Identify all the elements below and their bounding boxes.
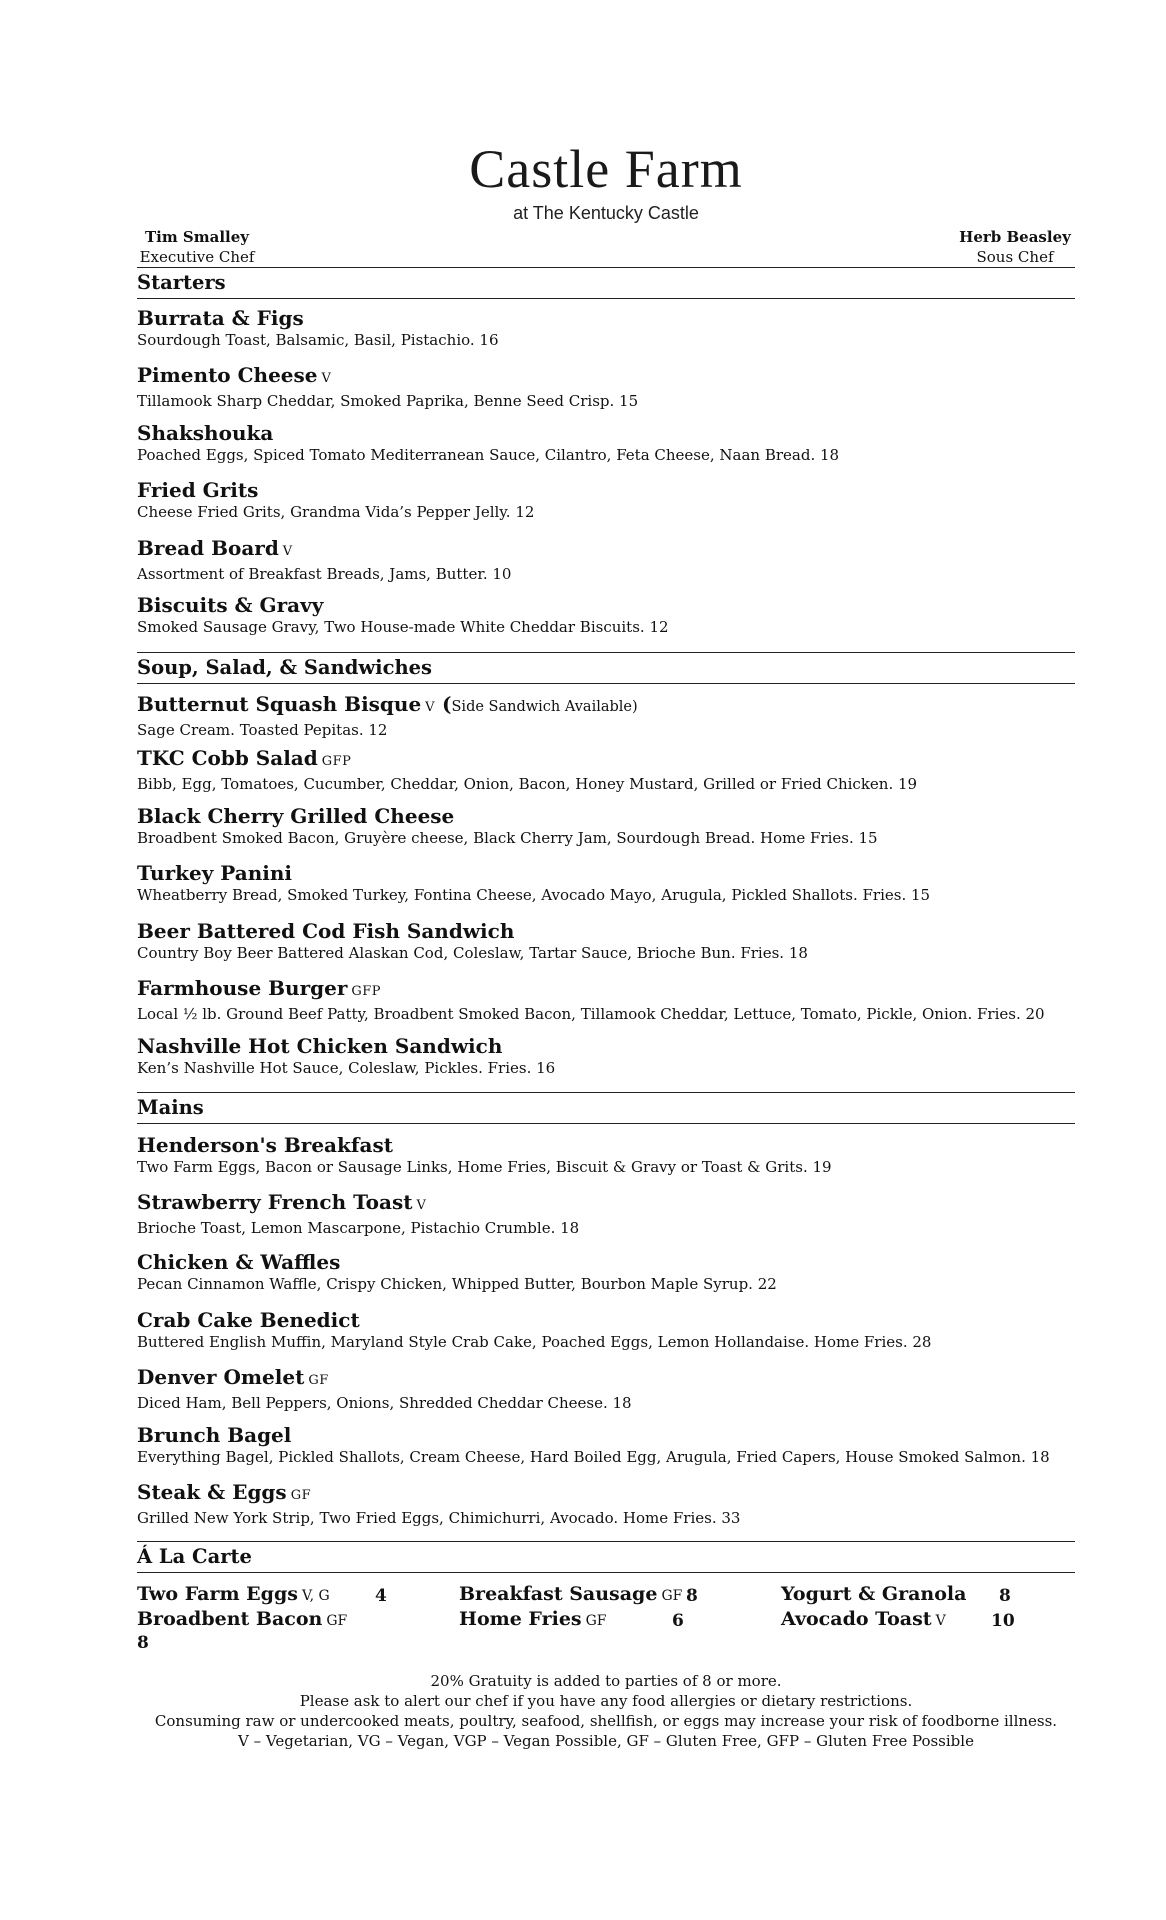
section-title: Starters [137,271,226,294]
item-name: Bread Board [137,536,279,560]
item-description: Cheese Fried Grits, Grandma Vida’s Pepper Jelly. 12 [137,503,535,521]
item-description: Everything Bagel, Pickled Shallots, Cream Cheese, Hard Boiled Egg, Arugula, Fried Capers, House Smoked Salmon. 18 [137,1448,1050,1466]
item-name: Black Cherry Grilled Cheese [137,804,455,828]
menu-item [137,1365,1075,1413]
footer-notes [137,1671,1075,1751]
allergy-note: Please ask to alert our chef if you have any food allergies or dietary restrictions. [299,1692,913,1710]
item-description: Bibb, Egg, Tomatoes, Cucumber, Cheddar, Onion, Bacon, Honey Mustard, Grilled or Fried Chicken. 19 [137,775,918,793]
menu-item [137,692,1075,740]
menu-item [137,746,1075,794]
item-note: Side Sandwich Available) [451,699,638,715]
item-name: Breakfast Sausage [459,1583,658,1605]
restaurant-subtitle: at The Kentucky Castle [513,203,699,223]
alacarte-item [459,1583,682,1605]
item-description: Wheatberry Bread, Smoked Turkey, Fontina Cheese, Avocado Mayo, Arugula, Pickled Shallots. Fries. 15 [137,886,931,904]
item-description: Tillamook Sharp Cheddar, Smoked Paprika, Benne Seed Crisp. 15 [137,392,639,410]
item-name: Shakshouka [137,421,274,445]
item-description: Pecan Cinnamon Waffle, Crispy Chicken, Whipped Butter, Bourbon Maple Syrup. 22 [137,1275,777,1293]
item-name: Henderson's Breakfast [137,1133,393,1157]
section-heading-starters [137,267,1075,299]
item-name: Beer Battered Cod Fish Sandwich [137,919,515,943]
dietary-tag: V [416,1198,427,1213]
item-name: Nashville Hot Chicken Sandwich [137,1034,503,1058]
item-price: 10 [991,1611,1015,1631]
item-name: Crab Cake Benedict [137,1308,360,1332]
item-description: Broadbent Smoked Bacon, Gruyère cheese, Black Cherry Jam, Sourdough Bread. Home Fries. 15 [137,829,878,847]
item-name: Farmhouse Burger [137,976,348,1000]
dietary-tag: V [935,1613,946,1629]
chef-role: Sous Chef [976,248,1054,266]
dietary-legend: V – Vegetarian, VG – Vegan, VGP – Vegan Possible, GF – Gluten Free, GFP – Gluten Free Possible [238,1732,974,1750]
item-description: Ken’s Nashville Hot Sauce, Coleslaw, Pickles. Fries. 16 [137,1059,556,1077]
chef-name: Herb Beasley [959,228,1071,246]
menu-item [137,1250,1075,1294]
item-description: Buttered English Muffin, Maryland Style Crab Cake, Poached Eggs, Lemon Hollandaise. Home Fries. 28 [137,1333,932,1351]
gratuity-note: 20% Gratuity is added to parties of 8 or more. [430,1672,782,1690]
menu-item [137,306,1075,350]
item-price: 8 [137,1633,149,1653]
item-name: Chicken & Waffles [137,1250,341,1274]
section-heading-a-la-carte [137,1541,1075,1573]
menu-item [137,593,1075,637]
item-name: Yogurt & Granola [781,1583,967,1605]
item-name: Turkey Panini [137,861,293,885]
dietary-tag: GFP [321,754,352,769]
alacarte-item [459,1608,607,1630]
item-price: 6 [672,1611,684,1631]
alacarte-item [781,1608,946,1630]
item-description: Diced Ham, Bell Peppers, Onions, Shredded Cheddar Cheese. 18 [137,1394,632,1412]
dietary-tag: GF [585,1613,607,1629]
dietary-tag: GF [308,1373,329,1388]
item-description: Smoked Sausage Gravy, Two House-made White Cheddar Biscuits. 12 [137,618,669,636]
dietary-tag: V [282,544,293,559]
item-name: Two Farm Eggs [137,1583,298,1605]
item-description: Country Boy Beer Battered Alaskan Cod, Coleslaw, Tartar Sauce, Brioche Bun. Fries. 18 [137,944,808,962]
menu-item [137,478,1075,522]
item-name: Burrata & Figs [137,306,304,330]
menu-item [137,1308,1075,1352]
section-title: Soup, Salad, & Sandwiches [137,656,433,679]
executive-chef [137,227,257,267]
item-description: Local ½ lb. Ground Beef Patty, Broadbent Smoked Bacon, Tillamook Cheddar, Lettuce, Tomato, Pickle, Onion. Fries. 20 [137,1005,1045,1023]
item-price: 8 [999,1586,1011,1606]
item-description: Poached Eggs, Spiced Tomato Mediterranean Sauce, Cilantro, Feta Cheese, Naan Bread. 18 [137,446,840,464]
section-title: Mains [137,1096,204,1119]
menu-item [137,363,1075,411]
item-description: Two Farm Eggs, Bacon or Sausage Links, Home Fries, Biscuit & Gravy or Toast & Grits. 19 [137,1158,832,1176]
menu-item [137,1190,1075,1238]
item-name: Biscuits & Gravy [137,593,324,617]
menu-item [137,976,1075,1024]
item-name: Denver Omelet [137,1365,305,1389]
menu-item [137,1133,1075,1177]
section-heading-soup-salad-sandwiches [137,652,1075,684]
dietary-tag: GF [661,1588,683,1604]
chef-role: Executive Chef [139,248,255,266]
item-name: Steak & Eggs [137,1480,287,1504]
item-name: Strawberry French Toast [137,1190,413,1214]
dietary-tag: GF [326,1613,348,1629]
item-price: 8 [686,1586,698,1606]
dietary-tag: GF [290,1488,312,1503]
item-name: Pimento Cheese [137,363,318,387]
section-title: Á La Carte [137,1545,252,1568]
menu-item [137,1423,1075,1467]
item-description: Brioche Toast, Lemon Mascarpone, Pistachio Crumble. 18 [137,1219,580,1237]
item-name: Brunch Bagel [137,1423,292,1447]
item-name: Home Fries [459,1608,582,1630]
dietary-tag: GFP [351,984,382,999]
item-name: Butternut Squash Bisque [137,692,422,716]
alacarte-item [137,1583,330,1605]
menu-item [137,804,1075,848]
item-description: Sourdough Toast, Balsamic, Basil, Pistachio. 16 [137,331,499,349]
item-description: Grilled New York Strip, Two Fried Eggs, Chimichurri, Avocado. Home Fries. 33 [137,1509,741,1527]
consumption-warning: Consuming raw or undercooked meats, poultry, seafood, shellfish, or eggs may increase your risk of foodborne illness. [154,1712,1058,1730]
dietary-tag: V [321,371,332,386]
menu-item [137,421,1075,465]
dietary-tag: V [425,700,436,715]
item-name: Broadbent Bacon [137,1608,323,1630]
chef-name: Tim Smalley [144,228,250,246]
restaurant-title: Castle Farm [469,139,743,199]
menu-item [137,861,1075,905]
menu-item [137,1480,1075,1528]
dietary-tag: V, G [301,1588,330,1604]
alacarte-item [781,1583,966,1605]
item-name: Avocado Toast [781,1608,932,1630]
section-heading-mains [137,1092,1075,1124]
alacarte-item [137,1608,347,1630]
item-name: Fried Grits [137,478,259,502]
note-paren: ( [442,692,452,716]
item-price: 4 [375,1586,387,1606]
menu-item [137,1034,1075,1078]
item-name: TKC Cobb Salad [137,746,318,770]
menu-item [137,919,1075,963]
menu-item [137,536,1075,584]
item-description: Assortment of Breakfast Breads, Jams, Butter. 10 [137,565,512,583]
sous-chef [955,227,1075,267]
item-description: Sage Cream. Toasted Pepitas. 12 [137,721,388,739]
